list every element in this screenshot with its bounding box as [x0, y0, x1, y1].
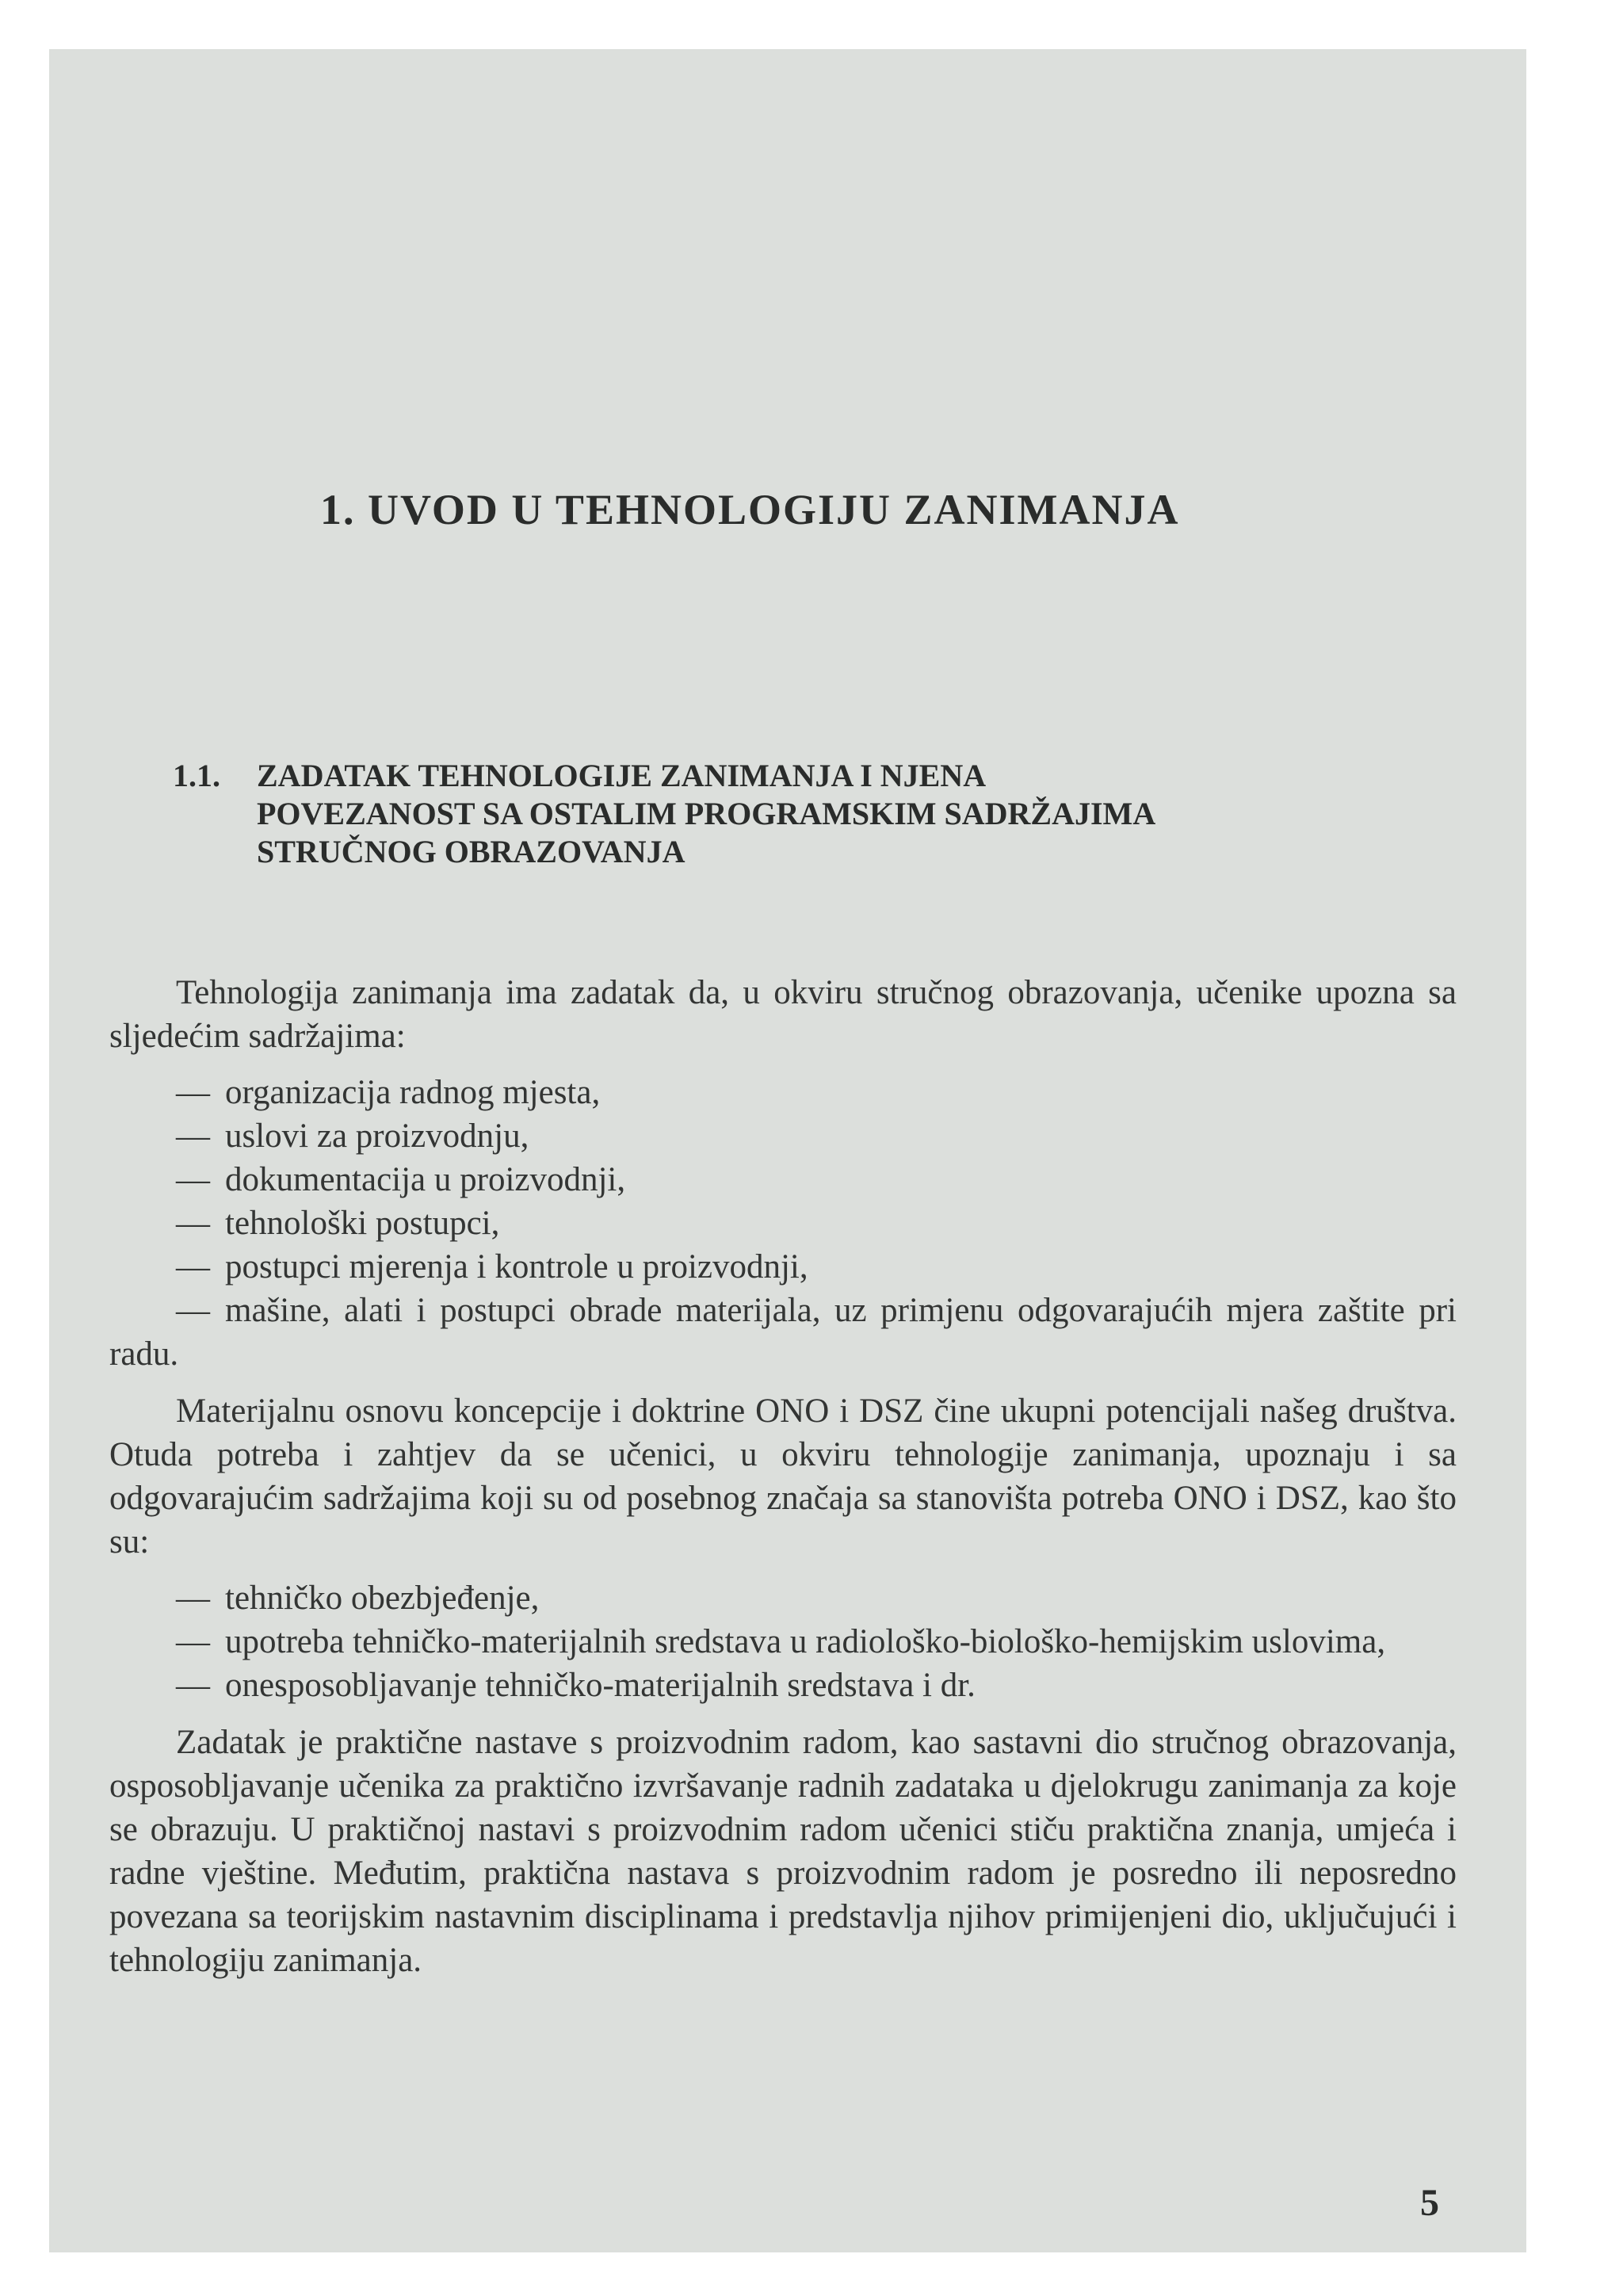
list-item: — uslovi za proizvodnju,: [109, 1114, 1457, 1158]
list-item: — onesposobljavanje tehničko-materijalnih sredstava i dr.: [109, 1664, 1457, 1707]
dash-marker: —: [176, 1580, 210, 1617]
dash-marker: —: [176, 1292, 210, 1329]
contents-list: [109, 1071, 1457, 1376]
defense-paragraph: Materijalnu osnovu koncepcije i doktrine ONO i DSZ čine ukupni potencijali našeg društva. Otuda potreba i zahtjev da se učenici, u okviru tehnologije zanimanja, upoznaju i sa odgovarajućim sadržajima koji su od posebnog značaja sa stanovišta potreba ONO i DSZ, kao što su:: [109, 1392, 1457, 1561]
intro-paragraph: Tehnologija zanimanja ima zadatak da, u okviru stručnog obrazovanja, učenike upozna sa sljedećim sadržajima:: [109, 974, 1457, 1055]
list-item: — tehničko obezbjeđenje,: [109, 1576, 1457, 1620]
section-title-line: STRUČNOG OBRAZOVANJA: [257, 834, 685, 869]
section-title-line: ZADATAK TEHNOLOGIJE ZANIMANJA I NJENA: [257, 758, 987, 793]
dash-marker: —: [176, 1161, 210, 1198]
section-title-line: POVEZANOST SA OSTALIM PROGRAMSKIM SADRŽAJIMA: [257, 796, 1156, 831]
dash-marker: —: [176, 1248, 210, 1286]
list-item: — organizacija radnog mjesta,: [109, 1071, 1457, 1114]
chapter-title: 1. UVOD U TEHNOLOGIJU ZANIMANJA: [320, 486, 1180, 533]
dash-marker: —: [176, 1074, 210, 1111]
list-item: — postupci mjerenja i kontrole u proizvodnji,: [109, 1245, 1457, 1289]
page-number: 5: [1420, 2182, 1439, 2224]
list-item: — mašine, alati i postupci obrade materijala, uz primjenu odgovarajućih mjera zaštite pri radu.: [109, 1289, 1457, 1376]
practice-paragraph: Zadatak je praktične nastave s proizvodnim radom, kao sastavni dio stručnog obrazovanja, osposobljavanje učenika za praktično izvršavanje radnih zadataka u djelokrugu zanimanja za koje se obrazuju. U praktičnoj nastavi s proizvodnim radom učenici stiču praktična znanja, umjeća i radne vještine. Međutim, praktična nastava s proizvodnim radom je posredno ili neposredno povezana sa teorijskim nastavnim disciplinama i predstavlja njihov primijenjeni dio, uključujući i tehnologiju zanimanja.: [109, 1724, 1457, 1979]
section-title: [257, 757, 1155, 871]
body-text: [109, 971, 1457, 1982]
dash-marker: —: [176, 1623, 210, 1660]
list-item: — upotreba tehničko-materijalnih sredstava u radiološko-biološko-hemijskim uslovima,: [109, 1620, 1457, 1664]
dash-marker: —: [176, 1667, 210, 1704]
section-number: 1.1.: [173, 758, 220, 793]
list-item: — tehnološki postupci,: [109, 1201, 1457, 1245]
dash-marker: —: [176, 1205, 210, 1242]
defense-list: [109, 1576, 1457, 1707]
dash-marker: —: [176, 1117, 210, 1155]
list-item: — dokumentacija u proizvodnji,: [109, 1158, 1457, 1201]
